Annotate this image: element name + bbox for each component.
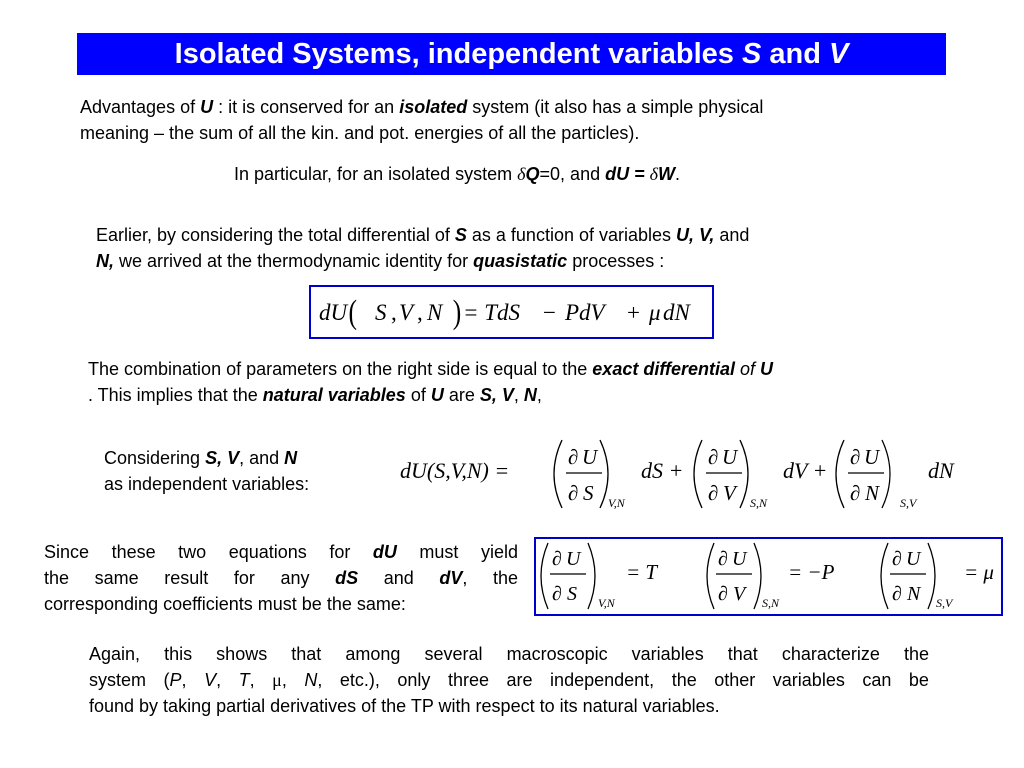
again-n: N: [304, 670, 318, 690]
term3-right-paren: [882, 440, 890, 508]
coef2-u: U: [732, 548, 747, 570]
identity-mu: μ: [649, 300, 661, 325]
identity-minus: −: [543, 300, 556, 325]
earlier-quasistatic: quasistatic: [473, 251, 568, 271]
coef3-partial-bottom: ∂: [892, 583, 902, 605]
again-text-2: , etc.), only three are independent, the other variables can be: [317, 670, 929, 690]
comb-sv: S, V: [479, 385, 514, 405]
again-paragraph: [89, 641, 929, 719]
earlier-paragraph: [96, 222, 936, 274]
title-text: Isolated Systems, independent variables: [174, 38, 742, 70]
total-differential-equation: [396, 434, 976, 516]
comb-u: U: [760, 359, 774, 379]
coefficient-equations: [536, 539, 1001, 614]
intro-text-2: : it is conserved for an: [213, 97, 400, 117]
coef2-subscript: S,N: [762, 596, 780, 610]
again-comma-2: ,: [216, 670, 239, 690]
earlier-text-3: and: [714, 225, 750, 245]
cons-n: N: [284, 448, 298, 468]
since-line-3: corresponding coefficients must be the same:: [44, 594, 406, 614]
identity-du: dU: [319, 300, 348, 325]
coef3-n: N: [907, 583, 921, 605]
intro-u: U: [200, 97, 214, 117]
comb-text-2: . This implies that the: [88, 385, 263, 405]
intro-paragraph: [80, 94, 960, 146]
identity-tds: = TdS: [463, 300, 521, 325]
again-v: V: [204, 670, 217, 690]
term1-ds: dS +: [641, 458, 684, 483]
coef2-partial-bottom: ∂: [718, 583, 728, 605]
comb-of: of: [735, 359, 761, 379]
coef2-partial-top: ∂: [718, 548, 728, 570]
since-du: dU: [372, 542, 397, 562]
comb-text-3: of: [405, 385, 431, 405]
earlier-text-5: processes :: [567, 251, 665, 271]
combination-paragraph: [88, 356, 968, 408]
iso-delta-2: δ: [649, 164, 658, 184]
combination-line-1: [88, 356, 968, 382]
comb-u-2: U: [430, 385, 444, 405]
identity-comma-2: ,: [417, 300, 423, 325]
term3-left-paren: [836, 440, 844, 508]
thermodynamic-identity-box: [309, 285, 714, 339]
earlier-n: N,: [96, 251, 114, 271]
coef1-s: S: [567, 583, 577, 605]
again-line-3: found by taking partial derivatives of the TP with respect to its natural variables.: [89, 696, 720, 716]
comb-exact-differential: exact differential: [592, 359, 736, 379]
since-line-1: [44, 539, 518, 565]
coef1-right-paren: [588, 543, 595, 609]
iso-q: Q: [525, 164, 540, 184]
coef1-u: U: [566, 548, 581, 570]
coef3-partial-top: ∂: [892, 548, 902, 570]
since-text-2: must yield: [396, 542, 518, 562]
coef1-left-paren: [541, 543, 548, 609]
again-comma-4: ,: [281, 670, 305, 690]
since-text-5: , the: [462, 568, 518, 588]
intro-line-2: meaning – the sum of all the kin. and pot. energies of all the particles).: [80, 123, 640, 143]
earlier-line-2: [96, 248, 936, 274]
intro-text-3: system (it also has a simple physical: [467, 97, 764, 117]
identity-v: V: [399, 300, 414, 325]
combination-line-2: [88, 382, 968, 408]
term3-n: N: [865, 481, 880, 505]
again-line-2: [89, 667, 929, 693]
term1-left-paren: [554, 440, 562, 508]
identity-plus: +: [627, 300, 640, 325]
coef2-left-paren: [707, 543, 714, 609]
term2-u: U: [722, 445, 738, 469]
slide-title: [77, 33, 946, 75]
iso-du: dU =: [605, 164, 650, 184]
title-var-v: V: [828, 38, 849, 70]
earlier-text-4: we arrived at the thermodynamic identity for: [114, 251, 474, 271]
identity-comma-1: ,: [391, 300, 397, 325]
term1-partial-top: ∂: [568, 445, 579, 469]
comb-natural-variables: natural variables: [262, 385, 406, 405]
iso-text-1: In particular, for an isolated system: [234, 164, 518, 184]
term2-v: V: [723, 481, 736, 505]
coef2-equals-minus-p: = −P: [788, 560, 835, 584]
considering-line-1: [104, 445, 309, 471]
earlier-uv: U, V,: [676, 225, 715, 245]
coef2-right-paren: [754, 543, 761, 609]
since-text-4: and: [358, 568, 440, 588]
coef1-subscript: V,N: [598, 596, 615, 610]
comb-text-1: The combination of parameters on the right side is equal to the: [88, 359, 593, 379]
iso-delta-1: δ: [517, 164, 526, 184]
term3-u: U: [864, 445, 880, 469]
term3-dn: dN: [928, 458, 954, 483]
comb-comma: ,: [513, 385, 524, 405]
term1-u: U: [582, 445, 598, 469]
considering-line-2: as independent variables:: [104, 474, 310, 494]
comb-are: are: [443, 385, 480, 405]
cons-text-1: Considering: [104, 448, 206, 468]
intro-line-1: [80, 94, 960, 120]
term2-partial-top: ∂: [708, 445, 719, 469]
identity-pdv: PdV: [565, 300, 605, 325]
coef2-v: V: [733, 583, 746, 605]
since-text-1: Since these two equations for: [44, 542, 373, 562]
coef3-left-paren: [881, 543, 888, 609]
coef3-u: U: [906, 548, 921, 570]
cons-text-2: , and: [239, 448, 285, 468]
coef3-equals-mu: = μ: [964, 560, 994, 584]
iso-text-3: .: [674, 164, 680, 184]
since-line-2: [44, 565, 518, 591]
term1-s: S: [583, 481, 594, 505]
since-paragraph: [44, 539, 518, 617]
since-dv: dV: [439, 568, 463, 588]
coef1-partial-top: ∂: [552, 548, 562, 570]
total-diff-lhs: dU(S,V,N) =: [400, 458, 510, 483]
thermodynamic-identity-equation: [311, 287, 712, 337]
term1-right-paren: [600, 440, 608, 508]
term2-right-paren: [740, 440, 748, 508]
since-text-3: the same result for any: [44, 568, 336, 588]
coef1-partial-bottom: ∂: [552, 583, 562, 605]
comb-n: N: [523, 385, 537, 405]
title-and: and: [761, 38, 829, 70]
isolated-system-line: [234, 161, 680, 187]
term3-partial-bottom: ∂: [850, 481, 861, 505]
term1-partial-bottom: ∂: [568, 481, 579, 505]
again-mu: μ: [272, 670, 282, 690]
coef3-subscript: S,V: [936, 596, 953, 610]
considering-paragraph: [104, 445, 309, 497]
again-comma-1: ,: [181, 670, 205, 690]
term2-left-paren: [694, 440, 702, 508]
term3-subscript: S,V: [900, 496, 917, 510]
cons-sv: S, V: [205, 448, 240, 468]
earlier-text-2: as a function of variables: [466, 225, 677, 245]
term1-subscript: V,N: [608, 496, 625, 510]
title-var-s: S: [741, 38, 762, 70]
iso-text-2: =0, and: [539, 164, 606, 184]
term2-dv: dV +: [783, 458, 828, 483]
again-text-1: system (: [89, 670, 170, 690]
again-comma-3: ,: [249, 670, 273, 690]
coef3-right-paren: [928, 543, 935, 609]
identity-n: N: [427, 300, 443, 325]
term2-partial-bottom: ∂: [708, 481, 719, 505]
intro-isolated: isolated: [399, 97, 468, 117]
earlier-s: S: [454, 225, 467, 245]
again-t: T: [238, 670, 250, 690]
since-ds: dS: [335, 568, 359, 588]
identity-s: S: [375, 300, 387, 325]
coef1-equals-t: = T: [626, 560, 658, 584]
coefficient-equations-box: [534, 537, 1003, 616]
earlier-line-1: [96, 222, 936, 248]
iso-w: W: [657, 164, 675, 184]
again-p: P: [169, 670, 182, 690]
identity-dn: dN: [663, 300, 690, 325]
term3-partial-top: ∂: [850, 445, 861, 469]
intro-text-1: Advantages of: [80, 97, 201, 117]
again-line-1: Again, this shows that among several macroscopic variables that characterize the: [89, 644, 929, 664]
identity-right-paren: ): [452, 292, 462, 331]
term2-subscript: S,N: [750, 496, 768, 510]
earlier-text-1: Earlier, by considering the total differential of: [96, 225, 455, 245]
identity-left-paren: (: [348, 292, 357, 331]
comb-end: ,: [536, 385, 542, 405]
